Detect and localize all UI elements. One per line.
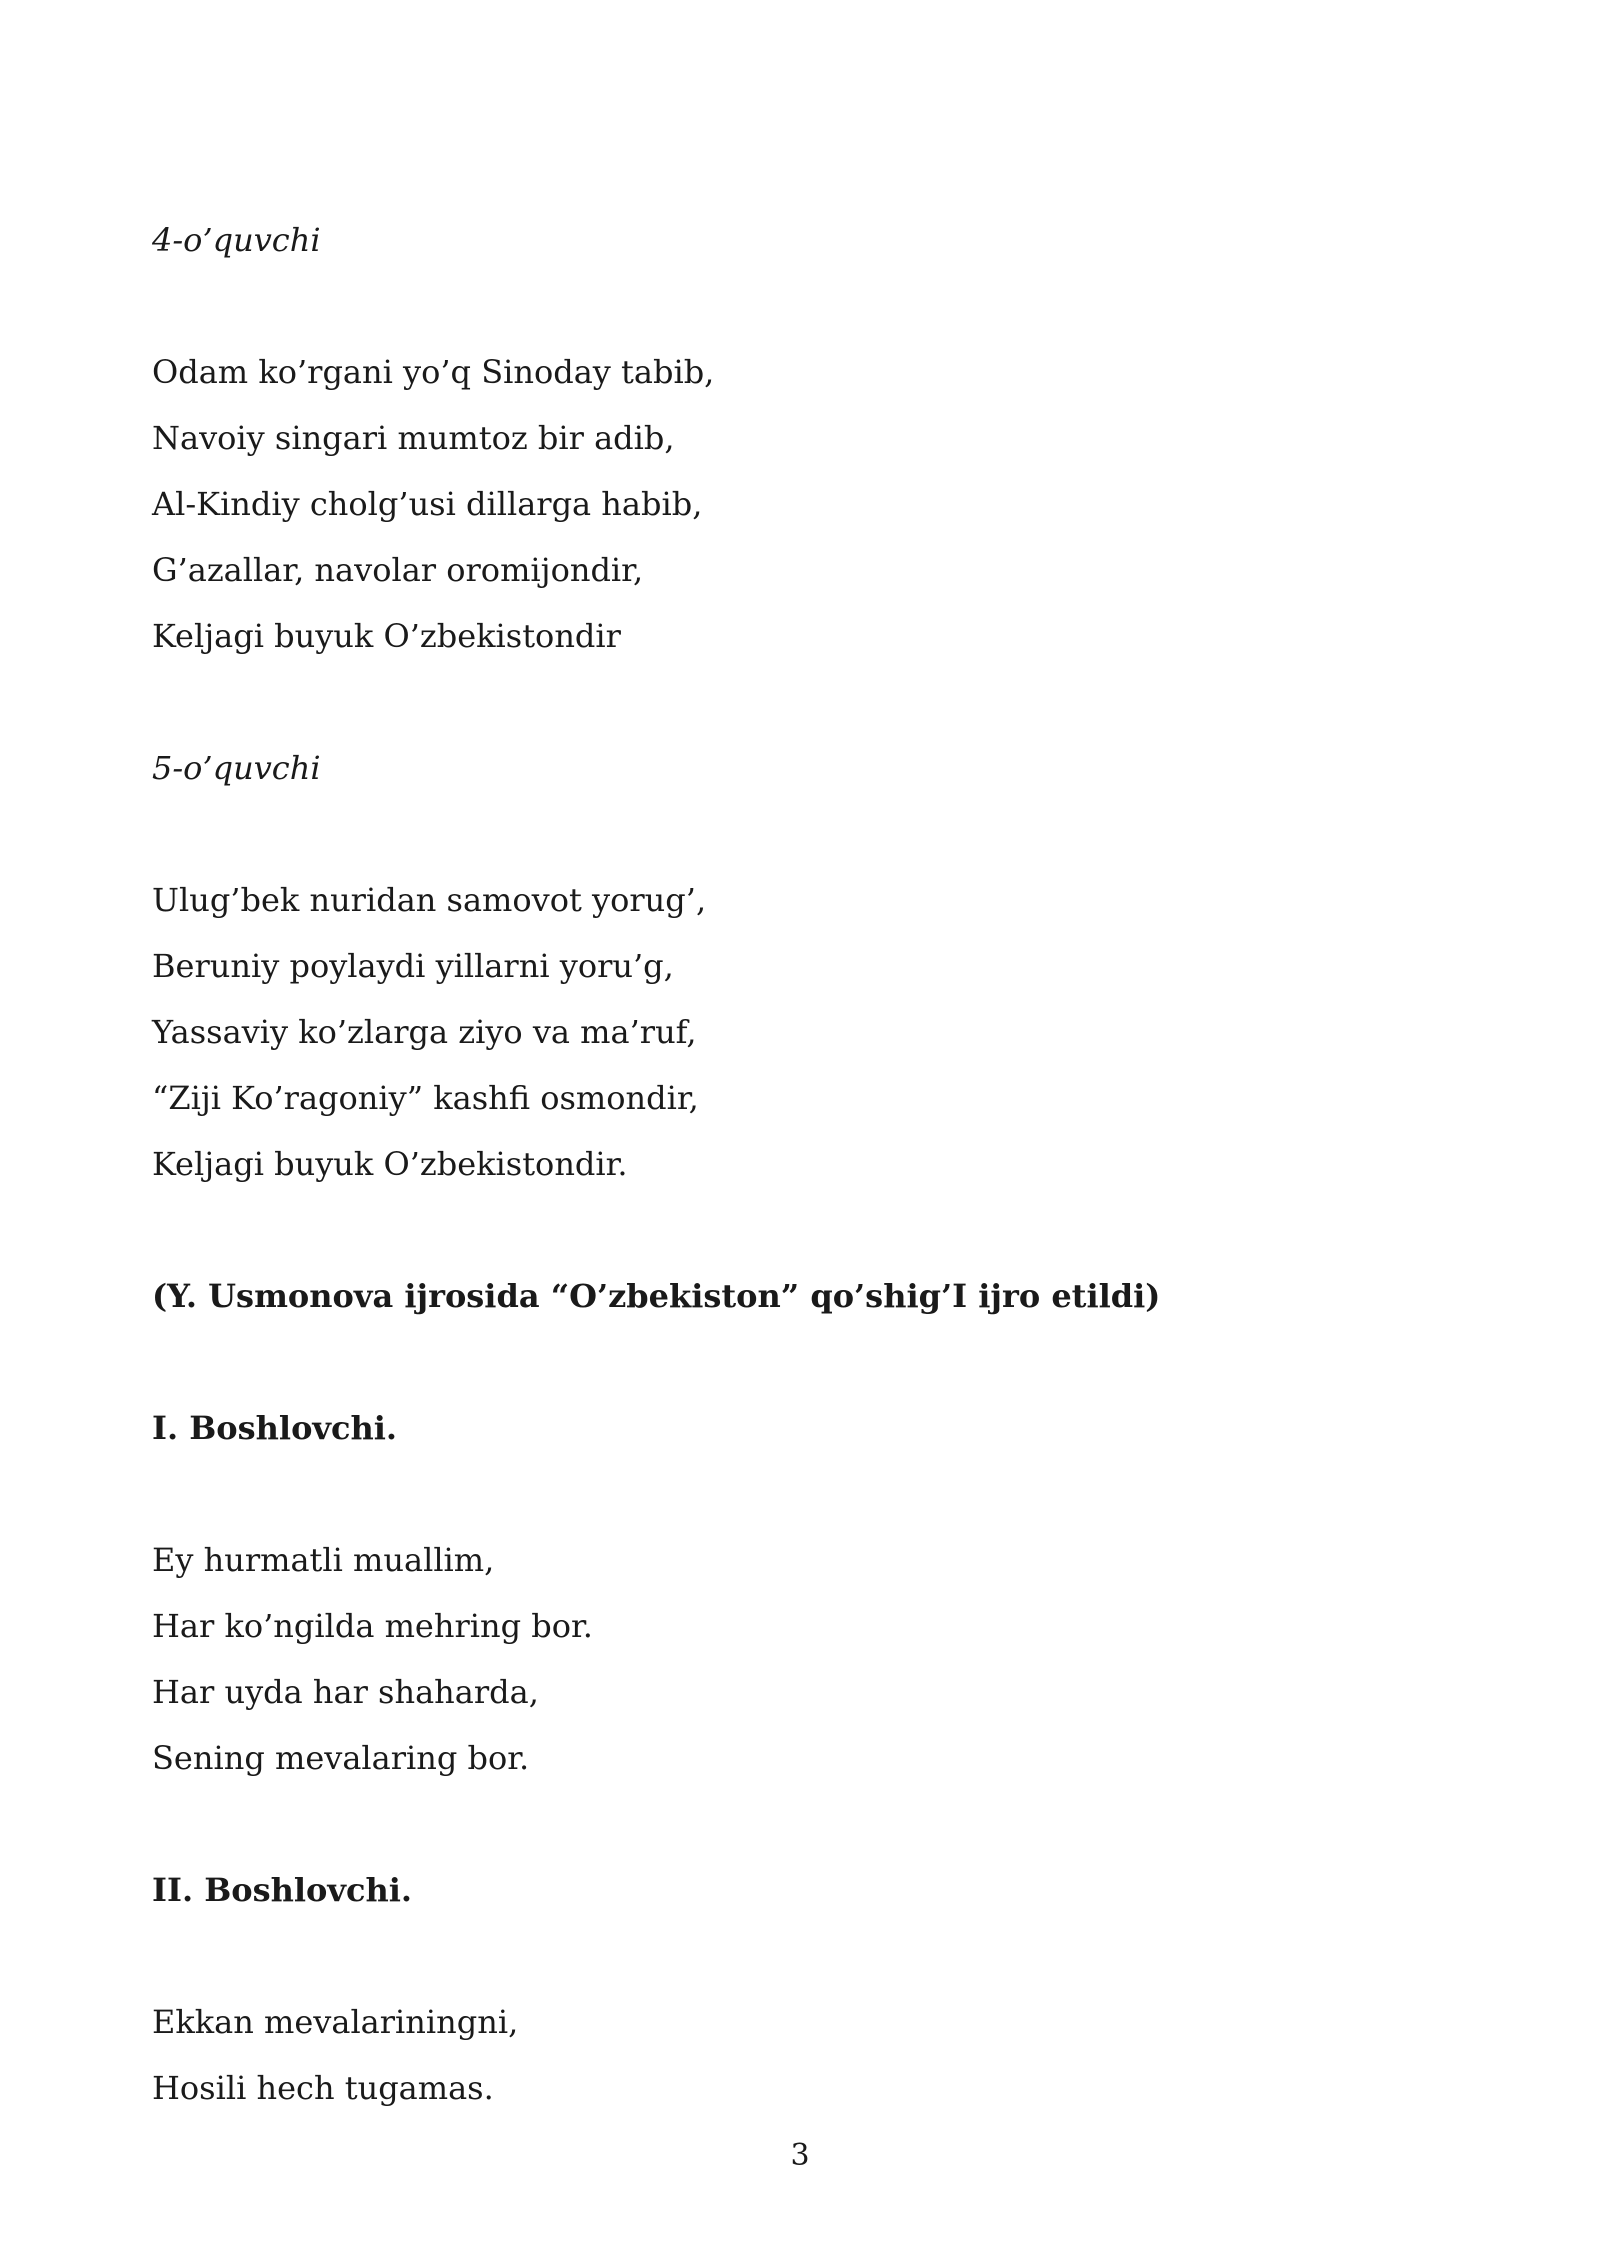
poem-line: Yassaviy ko’zlarga ziyo va ma’ruf, (152, 1013, 697, 1051)
poem-line: Har uyda har shaharda, (152, 1673, 539, 1711)
poem-line: Hosili hech tugamas. (152, 2069, 494, 2107)
host-2-heading: II. Boshlovchi. (152, 1871, 413, 1909)
poem-line: Sening mevalaring bor. (152, 1739, 530, 1777)
poem-line: Keljagi buyuk O’zbekistondir (152, 617, 621, 655)
poem-line: “Ziji Ko’ragoniy” kashfi osmondir, (152, 1079, 699, 1117)
host-1-heading: I. Boshlovchi. (152, 1409, 398, 1447)
poem-line: Ulug’bek nuridan samovot yorug’, (152, 881, 707, 919)
reader-4-heading: 4-o’quvchi (152, 221, 321, 259)
poem-line: Al-Kindiy cholg’usi dillarga habib, (152, 485, 703, 523)
reader-5-heading: 5-o’quvchi (152, 749, 321, 787)
poem-line: Navoiy singari mumtoz bir adib, (152, 419, 675, 457)
poem-line: Har ko’ngilda mehring bor. (152, 1607, 593, 1645)
stage-note: (Y. Usmonova ijrosida “O’zbekiston” qo’shig’I ijro etildi) (152, 1277, 1161, 1315)
poem-line: Ey hurmatli muallim, (152, 1541, 495, 1579)
poem-line: G’azallar, navolar oromijondir, (152, 551, 644, 589)
page-number: 3 (790, 2138, 810, 2173)
poem-line: Keljagi buyuk O’zbekistondir. (152, 1145, 628, 1183)
poem-line: Beruniy poylaydi yillarni yoru’g, (152, 947, 674, 985)
poem-line: Odam ko’rgani yo’q Sinoday tabib, (152, 353, 715, 391)
poem-line: Ekkan mevalariningni, (152, 2003, 519, 2041)
